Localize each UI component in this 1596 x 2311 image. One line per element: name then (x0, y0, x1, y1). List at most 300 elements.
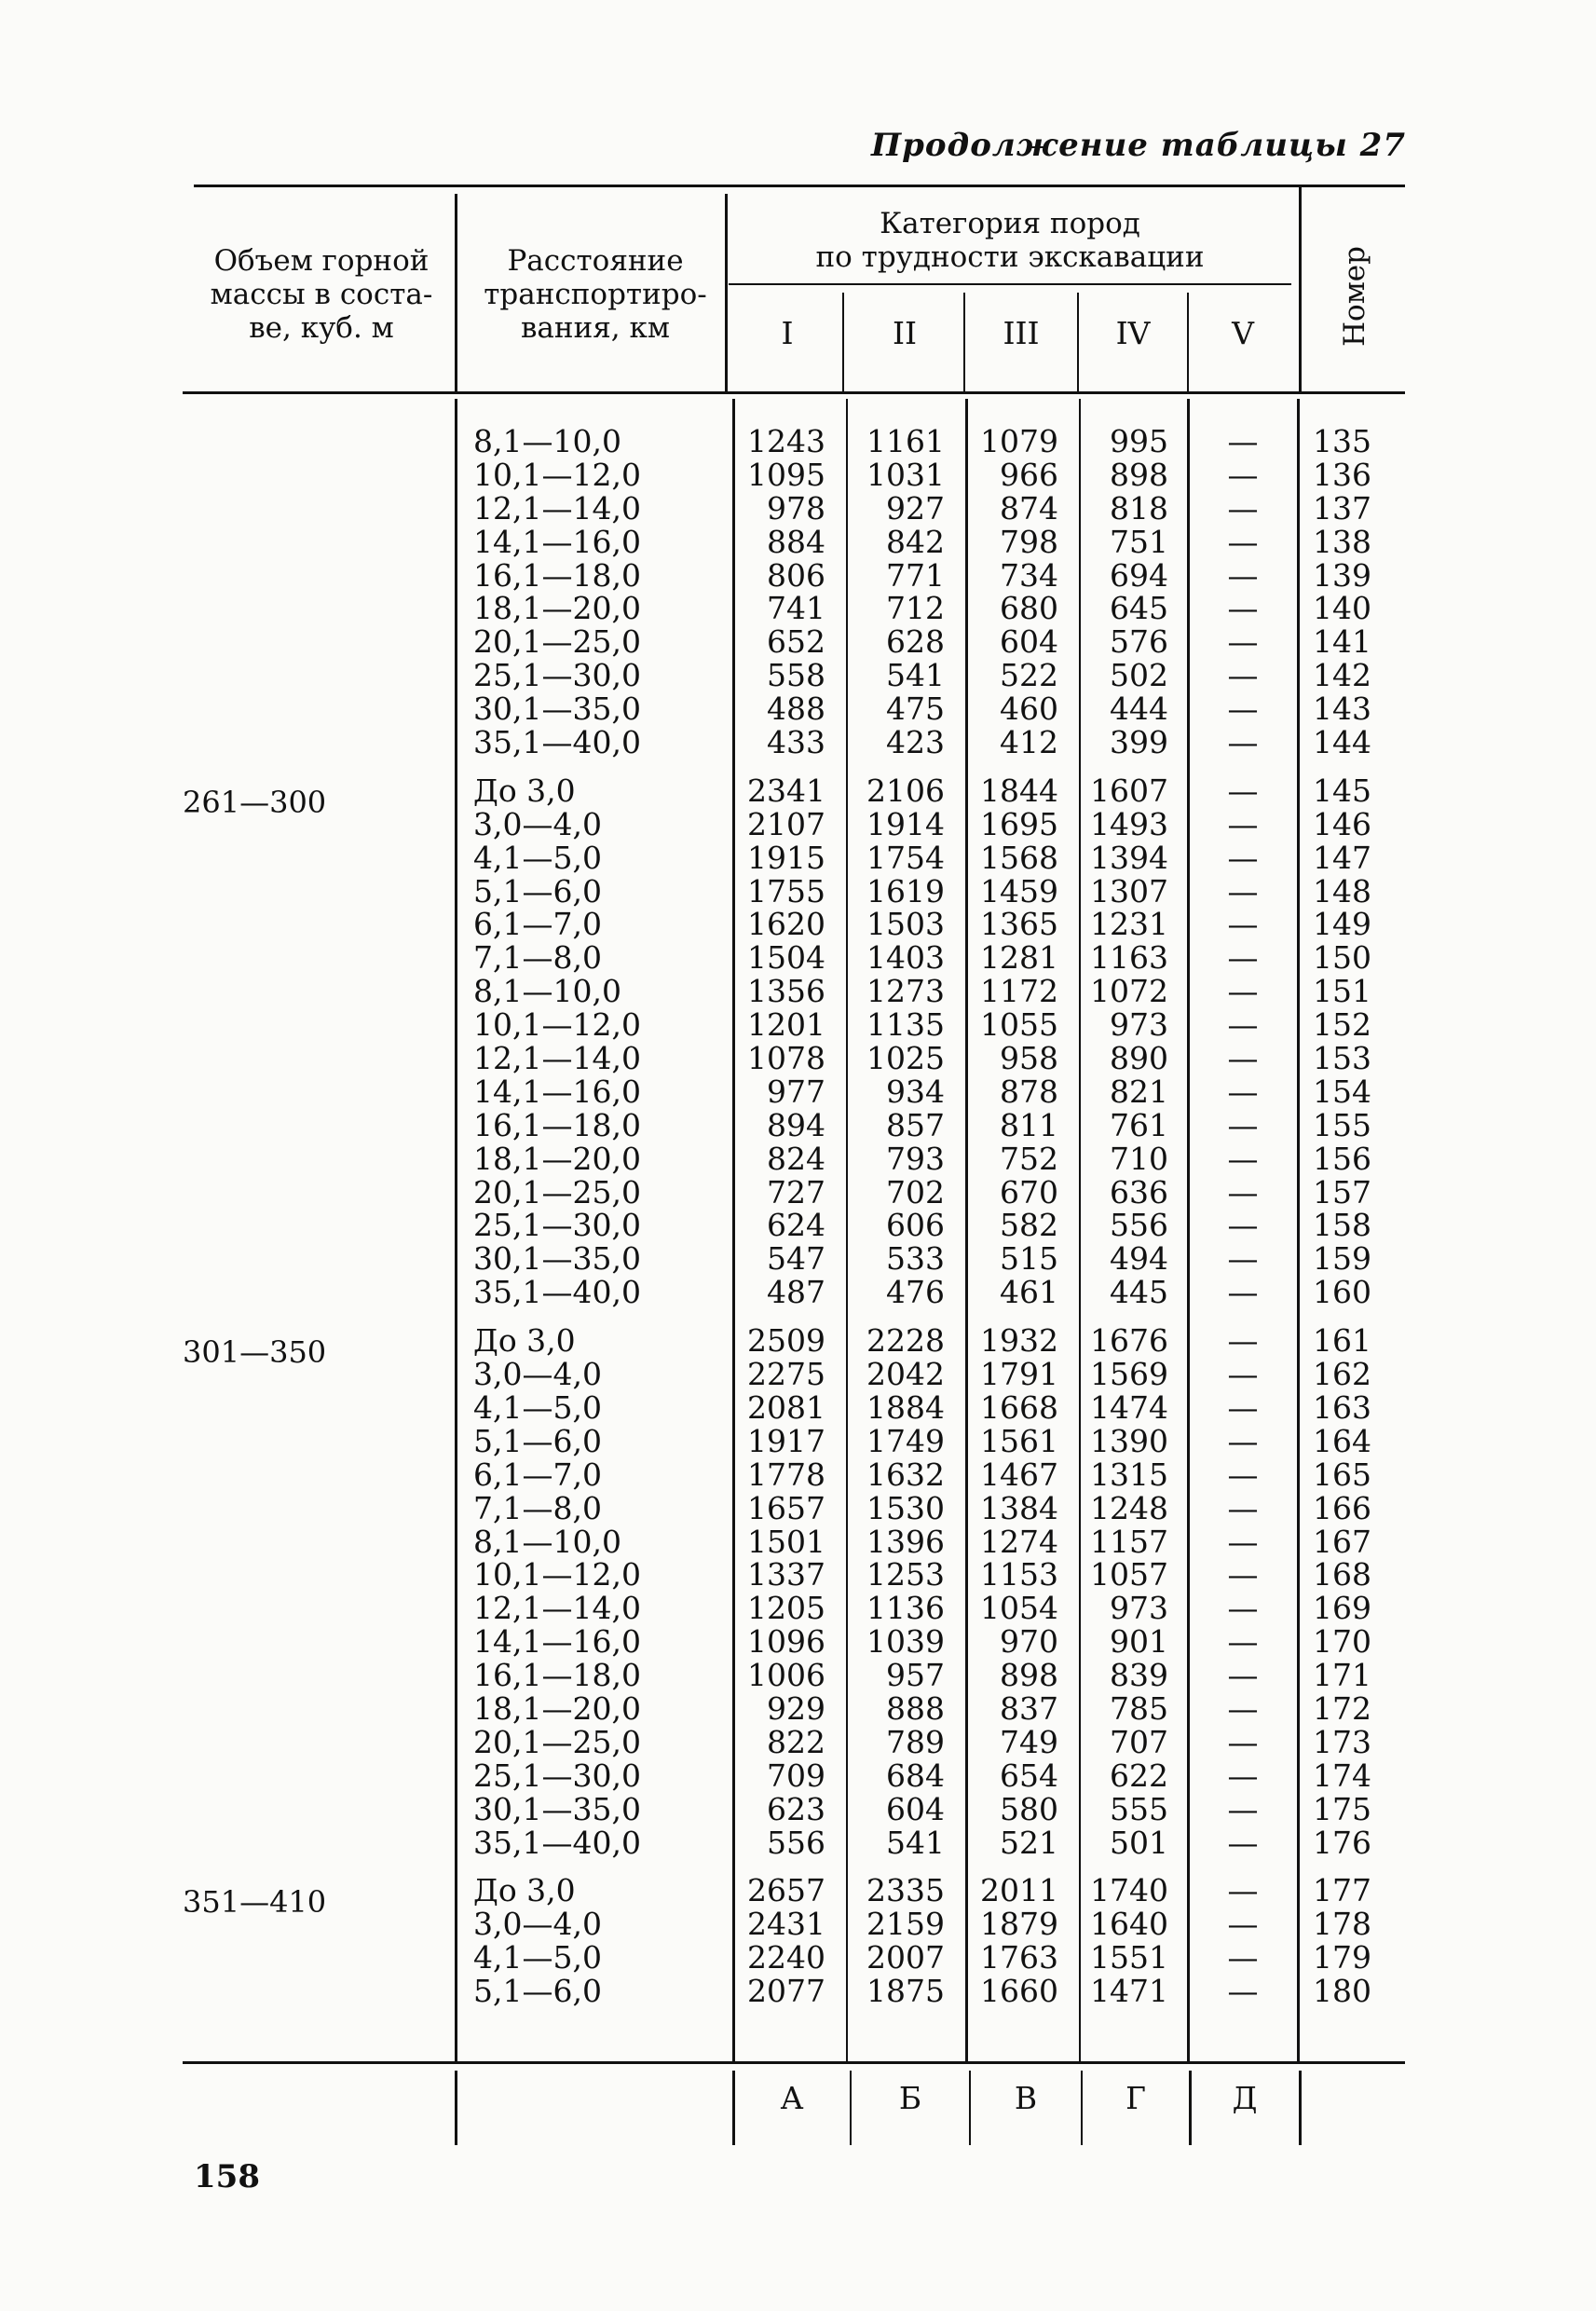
table-cell: 749 (1000, 1723, 1058, 1760)
table-cell: 822 (767, 1723, 825, 1760)
table-cell: — (1227, 1073, 1259, 1110)
distance-header-line: транспортиро- (484, 278, 707, 311)
table-cell: 2228 (866, 1322, 945, 1360)
table-cell: 10,1—12,0 (473, 1006, 641, 1044)
table-cell: 837 (1000, 1689, 1058, 1727)
table-cell: 541 (886, 1824, 945, 1861)
table-cell: 135 (1313, 423, 1371, 459)
table-cell: 1078 (747, 1040, 825, 1077)
table-cell: 14,1—16,0 (473, 1623, 641, 1661)
table-cell: — (1227, 1590, 1259, 1627)
table-cell: 1039 (866, 1623, 945, 1661)
table-cell: 145 (1313, 772, 1371, 809)
table-cell: 977 (767, 1073, 825, 1110)
page-number: 158 (194, 2158, 260, 2195)
table-cell: — (1227, 973, 1259, 1010)
table-cell: 1253 (866, 1556, 945, 1593)
table-cell: 2077 (747, 1973, 825, 2010)
table-cell: 173 (1313, 1723, 1371, 1760)
footer-letter-v: В (1014, 2080, 1038, 2116)
distance-column (473, 425, 725, 2008)
table-cell: 423 (886, 724, 945, 761)
distance-header-line: Расстояние (507, 244, 684, 278)
table-cell: 556 (767, 1824, 825, 1861)
table-cell: 7,1—8,0 (473, 1489, 602, 1526)
table-cell: 166 (1313, 1489, 1371, 1526)
category-header-ii: II (892, 315, 918, 351)
table-cell: 1879 (980, 1906, 1058, 1943)
table-cell: 857 (886, 1106, 945, 1143)
table-cell: 1676 (1090, 1322, 1168, 1360)
footer-divider-volume (455, 2071, 457, 2145)
table-cell: 168 (1313, 1556, 1371, 1593)
table-cell: 172 (1313, 1689, 1371, 1727)
table-cell: 12,1—14,0 (473, 1590, 641, 1627)
table-cell: — (1227, 691, 1259, 728)
table-cell: 1315 (1090, 1456, 1168, 1493)
table-cell: 761 (1110, 1106, 1168, 1143)
table-cell: 927 (886, 489, 945, 526)
table-cell: 20,1—25,0 (473, 1723, 641, 1760)
table-cell: 167 (1313, 1523, 1371, 1560)
table-cell: 136 (1313, 456, 1371, 493)
table-cell: 176 (1313, 1824, 1371, 1861)
table-cell: — (1227, 423, 1259, 459)
table-cell: 771 (886, 556, 945, 594)
table-cell: 1025 (866, 1040, 945, 1077)
table-cell: До 3,0 (473, 772, 576, 809)
table-cell: 18,1—20,0 (473, 590, 641, 627)
table-cell: — (1227, 906, 1259, 943)
table-cell: 645 (1110, 590, 1168, 627)
table-cell: 1390 (1090, 1422, 1168, 1459)
table-cell: 25,1—30,0 (473, 1207, 641, 1244)
table-cell: 143 (1313, 691, 1371, 728)
table-cell: 670 (1000, 1173, 1058, 1210)
table-cell: 1754 (866, 839, 945, 876)
table-cell: 558 (767, 657, 825, 694)
table-cell: 460 (1000, 691, 1058, 728)
table-cell: 1054 (980, 1590, 1058, 1627)
table-cell: — (1227, 1106, 1259, 1143)
table-cell: 178 (1313, 1906, 1371, 1943)
table-cell: 654 (1000, 1757, 1058, 1794)
table-cell: — (1227, 1322, 1259, 1360)
table-cell: 159 (1313, 1240, 1371, 1278)
body-divider-distance (732, 399, 735, 2061)
table-cell: 139 (1313, 556, 1371, 594)
table-cell: 2106 (866, 772, 945, 809)
table-cell: 1096 (747, 1623, 825, 1661)
table-cell: — (1227, 489, 1259, 526)
table-cell: — (1227, 1274, 1259, 1311)
table-cell: 1763 (980, 1939, 1058, 1976)
table-cell: 818 (1110, 489, 1168, 526)
table-cell: — (1227, 724, 1259, 761)
volume-header-line: ве, куб. м (249, 311, 394, 345)
table-cell: 1657 (747, 1489, 825, 1526)
table-cell: 1384 (980, 1489, 1058, 1526)
table-cell: 1201 (747, 1006, 825, 1044)
table-cell: 445 (1110, 1274, 1168, 1311)
table-cell: — (1227, 1173, 1259, 1210)
table-cell: 1307 (1090, 872, 1168, 909)
table-cell: 180 (1313, 1973, 1371, 2010)
table-cell: 878 (1000, 1073, 1058, 1110)
table-cell: 652 (767, 623, 825, 661)
category-header-iv: IV (1115, 315, 1151, 351)
table-cell: 1504 (747, 939, 825, 977)
table-cell: 2335 (866, 1872, 945, 1909)
table-cell: 444 (1110, 691, 1168, 728)
table-cell: — (1227, 1006, 1259, 1044)
table-cell: 8,1—10,0 (473, 423, 621, 459)
table-cell: 30,1—35,0 (473, 1790, 641, 1827)
table-cell: 839 (1110, 1657, 1168, 1694)
table-cell: 1503 (866, 906, 945, 943)
table-cell: 147 (1313, 839, 1371, 876)
table-cell: 1749 (866, 1422, 945, 1459)
body-divider-2 (965, 399, 968, 2061)
table-cell: 789 (886, 1723, 945, 1760)
number-column-header: Номер (1338, 245, 1371, 347)
table-cell: 1551 (1090, 1939, 1168, 1976)
table-cell: 1006 (747, 1657, 825, 1694)
body-divider-4 (1187, 399, 1190, 2061)
table-cell: 6,1—7,0 (473, 1456, 602, 1493)
table-cell: 35,1—40,0 (473, 1824, 641, 1861)
table-cell: 152 (1313, 1006, 1371, 1044)
table-cell: 502 (1110, 657, 1168, 694)
table-cell: 555 (1110, 1790, 1168, 1827)
table-cell: 30,1—35,0 (473, 1240, 641, 1278)
category-iv-column (1081, 425, 1168, 2008)
table-cell: До 3,0 (473, 1322, 576, 1360)
table-cell: — (1227, 523, 1259, 560)
table-cell: 2081 (747, 1388, 825, 1426)
distance-header-line: вания, км (520, 311, 670, 345)
table-cell: 1205 (747, 1590, 825, 1627)
table-cell: 1031 (866, 456, 945, 493)
table-cell: 138 (1313, 523, 1371, 560)
table-cell: 842 (886, 523, 945, 560)
table-cell: 623 (767, 1790, 825, 1827)
category-header-v: V (1232, 315, 1254, 351)
category-iii-column (969, 425, 1058, 2008)
table-cell: 1917 (747, 1422, 825, 1459)
table-cell: 1273 (866, 973, 945, 1010)
table-cell: 1640 (1090, 1906, 1168, 1943)
table-cell: 12,1—14,0 (473, 489, 641, 526)
table-cell: 158 (1313, 1207, 1371, 1244)
table-cell: 798 (1000, 523, 1058, 560)
table-cell: 154 (1313, 1073, 1371, 1110)
table-cell: 30,1—35,0 (473, 691, 641, 728)
table-cell: 5,1—6,0 (473, 872, 602, 909)
table-cell: 702 (886, 1173, 945, 1210)
table-cell: 710 (1110, 1140, 1168, 1177)
table-cell: 4,1—5,0 (473, 1388, 602, 1426)
table-cell: 1274 (980, 1523, 1058, 1560)
table-cell: 165 (1313, 1456, 1371, 1493)
table-cell: 156 (1313, 1140, 1371, 1177)
table-cell: 2011 (980, 1872, 1058, 1909)
table-cell: 141 (1313, 623, 1371, 661)
table-cell: 146 (1313, 805, 1371, 842)
table-cell: 164 (1313, 1422, 1371, 1459)
table-cell: 25,1—30,0 (473, 657, 641, 694)
table-cell: 894 (767, 1106, 825, 1143)
table-cell: 1875 (866, 1973, 945, 2010)
table-cell: 18,1—20,0 (473, 1140, 641, 1177)
table-cell: 1163 (1090, 939, 1168, 977)
table-cell: 155 (1313, 1106, 1371, 1143)
table-cell: 995 (1110, 423, 1168, 459)
table-cell: 142 (1313, 657, 1371, 694)
table-cell: 149 (1313, 906, 1371, 943)
table-cell: 934 (886, 1073, 945, 1110)
table-cell: 1356 (747, 973, 825, 1010)
table-cell: 35,1—40,0 (473, 1274, 641, 1311)
table-cell: — (1227, 939, 1259, 977)
table-cell: 412 (1000, 724, 1058, 761)
table-cell: — (1227, 657, 1259, 694)
table-cell: — (1227, 1872, 1259, 1909)
table-cell: 20,1—25,0 (473, 1173, 641, 1210)
body-divider-number (1297, 399, 1300, 2061)
table-cell: 1365 (980, 906, 1058, 943)
table-cell: 624 (767, 1207, 825, 1244)
table-cell: 1493 (1090, 805, 1168, 842)
table-cell: 824 (767, 1140, 825, 1177)
table-cell: — (1227, 1356, 1259, 1393)
table-cell: — (1227, 1689, 1259, 1727)
table-cell: 160 (1313, 1274, 1371, 1311)
table-cell: 628 (886, 623, 945, 661)
table-cell: 752 (1000, 1140, 1058, 1177)
table-cell: 1281 (980, 939, 1058, 977)
table-cell: 2341 (747, 772, 825, 809)
table-cell: — (1227, 1040, 1259, 1077)
table-cell: 727 (767, 1173, 825, 1210)
table-cell: — (1227, 1723, 1259, 1760)
table-cell: — (1227, 1388, 1259, 1426)
table-cell: 1243 (747, 423, 825, 459)
category-header-line: Категория пород (880, 207, 1140, 240)
table-cell: 1755 (747, 872, 825, 909)
table-cell: — (1227, 1207, 1259, 1244)
table-cell: 1394 (1090, 839, 1168, 876)
footer-letter-d: Д (1232, 2080, 1258, 2116)
table-cell: — (1227, 556, 1259, 594)
table-bottom-rule (183, 2061, 1405, 2064)
table-cell: 622 (1110, 1757, 1168, 1794)
table-cell: 1569 (1090, 1356, 1168, 1393)
table-cell: 1619 (866, 872, 945, 909)
table-cell: 1055 (980, 1006, 1058, 1044)
table-cell: 1915 (747, 839, 825, 876)
table-cell: — (1227, 1523, 1259, 1560)
table-cell: 1396 (866, 1523, 945, 1560)
header-top-rule (194, 185, 1405, 187)
category-header-line: по трудности экскавации (815, 240, 1205, 274)
table-cell: 1620 (747, 906, 825, 943)
table-cell: 874 (1000, 489, 1058, 526)
table-cell: 163 (1313, 1388, 1371, 1426)
table-cell: 1459 (980, 872, 1058, 909)
table-cell: 461 (1000, 1274, 1058, 1311)
table-cell: 3,0—4,0 (473, 1906, 602, 1943)
table-cell: — (1227, 1489, 1259, 1526)
table-cell: — (1227, 590, 1259, 627)
table-cell: 515 (1000, 1240, 1058, 1278)
volume-header-line: массы в соста- (210, 278, 433, 311)
table-cell: 16,1—18,0 (473, 556, 641, 594)
table-cell: 170 (1313, 1623, 1371, 1661)
table-cell: 5,1—6,0 (473, 1422, 602, 1459)
table-cell: 157 (1313, 1173, 1371, 1210)
table-cell: 35,1—40,0 (473, 724, 641, 761)
table-cell: 10,1—12,0 (473, 1556, 641, 1593)
number-column (1301, 425, 1371, 2008)
table-cell: 2159 (866, 1906, 945, 1943)
table-cell: 488 (767, 691, 825, 728)
table-cell: До 3,0 (473, 1872, 576, 1909)
table-cell: 20,1—25,0 (473, 623, 641, 661)
table-cell: 6,1—7,0 (473, 906, 602, 943)
table-cell: 1135 (866, 1006, 945, 1044)
table-cell: 174 (1313, 1757, 1371, 1794)
table-cell: 890 (1110, 1040, 1168, 1077)
table-cell: 175 (1313, 1790, 1371, 1827)
table-cell: 7,1—8,0 (473, 939, 602, 977)
table-cell: 785 (1110, 1689, 1168, 1727)
table-cell: 399 (1110, 724, 1168, 761)
table-cell: 1172 (980, 973, 1058, 1010)
table-cell: 137 (1313, 489, 1371, 526)
table-cell: 978 (767, 489, 825, 526)
footer-letter-b: Б (898, 2080, 922, 2116)
table-cell: 8,1—10,0 (473, 973, 621, 1010)
table-cell: 680 (1000, 590, 1058, 627)
table-cell: 1157 (1090, 1523, 1168, 1560)
distance-column-header (464, 244, 727, 345)
table-cell: — (1227, 1757, 1259, 1794)
table-cell: 1501 (747, 1523, 825, 1560)
table-cell: 1072 (1090, 973, 1168, 1010)
table-cell: — (1227, 872, 1259, 909)
table-cell: — (1227, 839, 1259, 876)
table-cell: 1337 (747, 1556, 825, 1593)
table-cell: 1932 (980, 1322, 1058, 1360)
table-cell: 140 (1313, 590, 1371, 627)
table-cell: 1884 (866, 1388, 945, 1426)
header-divider-1 (842, 293, 844, 391)
table-cell: 2107 (747, 805, 825, 842)
table-cell: 521 (1000, 1824, 1058, 1861)
table-cell: 1668 (980, 1388, 1058, 1426)
table-cell: 476 (886, 1274, 945, 1311)
table-cell: — (1227, 1790, 1259, 1827)
table-cell: 1607 (1090, 772, 1168, 809)
table-cell: 1632 (866, 1456, 945, 1493)
table-cell: 636 (1110, 1173, 1168, 1210)
table-cell: 4,1—5,0 (473, 839, 602, 876)
table-cell: 1530 (866, 1489, 945, 1526)
table-cell: — (1227, 623, 1259, 661)
table-cell: 2657 (747, 1872, 825, 1909)
table-cell: — (1227, 1140, 1259, 1177)
table-cell: 1914 (866, 805, 945, 842)
table-cell: 148 (1313, 872, 1371, 909)
table-cell: 16,1—18,0 (473, 1106, 641, 1143)
table-cell: 18,1—20,0 (473, 1689, 641, 1727)
table-cell: 2042 (866, 1356, 945, 1393)
table-cell: 1095 (747, 456, 825, 493)
table-cell: 2431 (747, 1906, 825, 1943)
table-cell: 958 (1000, 1040, 1058, 1077)
table-cell: 501 (1110, 1824, 1168, 1861)
category-group-header (729, 207, 1291, 274)
table-cell: — (1227, 1240, 1259, 1278)
table-cell: 533 (886, 1240, 945, 1278)
table-cell: 1231 (1090, 906, 1168, 943)
table-cell: 709 (767, 1757, 825, 1794)
table-cell: 10,1—12,0 (473, 456, 641, 493)
table-cell: 576 (1110, 623, 1168, 661)
table-cell: 898 (1110, 456, 1168, 493)
table-cell: — (1227, 456, 1259, 493)
table-cell: 793 (886, 1140, 945, 1177)
table-cell: 1660 (980, 1973, 1058, 2010)
table-cell: 2275 (747, 1356, 825, 1393)
table-cell: 606 (886, 1207, 945, 1244)
table-cell: 162 (1313, 1356, 1371, 1393)
table-cell: 957 (886, 1657, 945, 1694)
table-cell: 582 (1000, 1207, 1058, 1244)
table-cell: 487 (767, 1274, 825, 1311)
category-header-iii: III (1003, 315, 1040, 351)
category-rule (729, 283, 1291, 285)
table-cell: — (1227, 805, 1259, 842)
table-cell: 541 (886, 657, 945, 694)
table-cell: — (1227, 1824, 1259, 1861)
table-cell: 5,1—6,0 (473, 1973, 602, 2010)
category-ii-column (848, 425, 945, 2008)
table-cell: 929 (767, 1689, 825, 1727)
table-cell: 970 (1000, 1623, 1058, 1661)
table-cell: 684 (886, 1757, 945, 1794)
table-cell: 821 (1110, 1073, 1168, 1110)
table-cell: 1561 (980, 1422, 1058, 1459)
table-cell: 1161 (866, 423, 945, 459)
table-cell: 14,1—16,0 (473, 1073, 641, 1110)
table-cell: 901 (1110, 1623, 1168, 1661)
table-cell: 494 (1110, 1240, 1168, 1278)
table-cell: 1844 (980, 772, 1058, 809)
table-cell: 2007 (866, 1939, 945, 1976)
table-cell: 580 (1000, 1790, 1058, 1827)
table-cell: 1057 (1090, 1556, 1168, 1593)
volume-column-header (186, 244, 457, 345)
volume-group-label: 261—300 (183, 785, 327, 820)
table-cell: 1467 (980, 1456, 1058, 1493)
table-cell: 1568 (980, 839, 1058, 876)
body-divider-volume (455, 399, 457, 2061)
table-cell: 1778 (747, 1456, 825, 1493)
category-header-i: I (781, 315, 794, 351)
table-cell: — (1227, 772, 1259, 809)
